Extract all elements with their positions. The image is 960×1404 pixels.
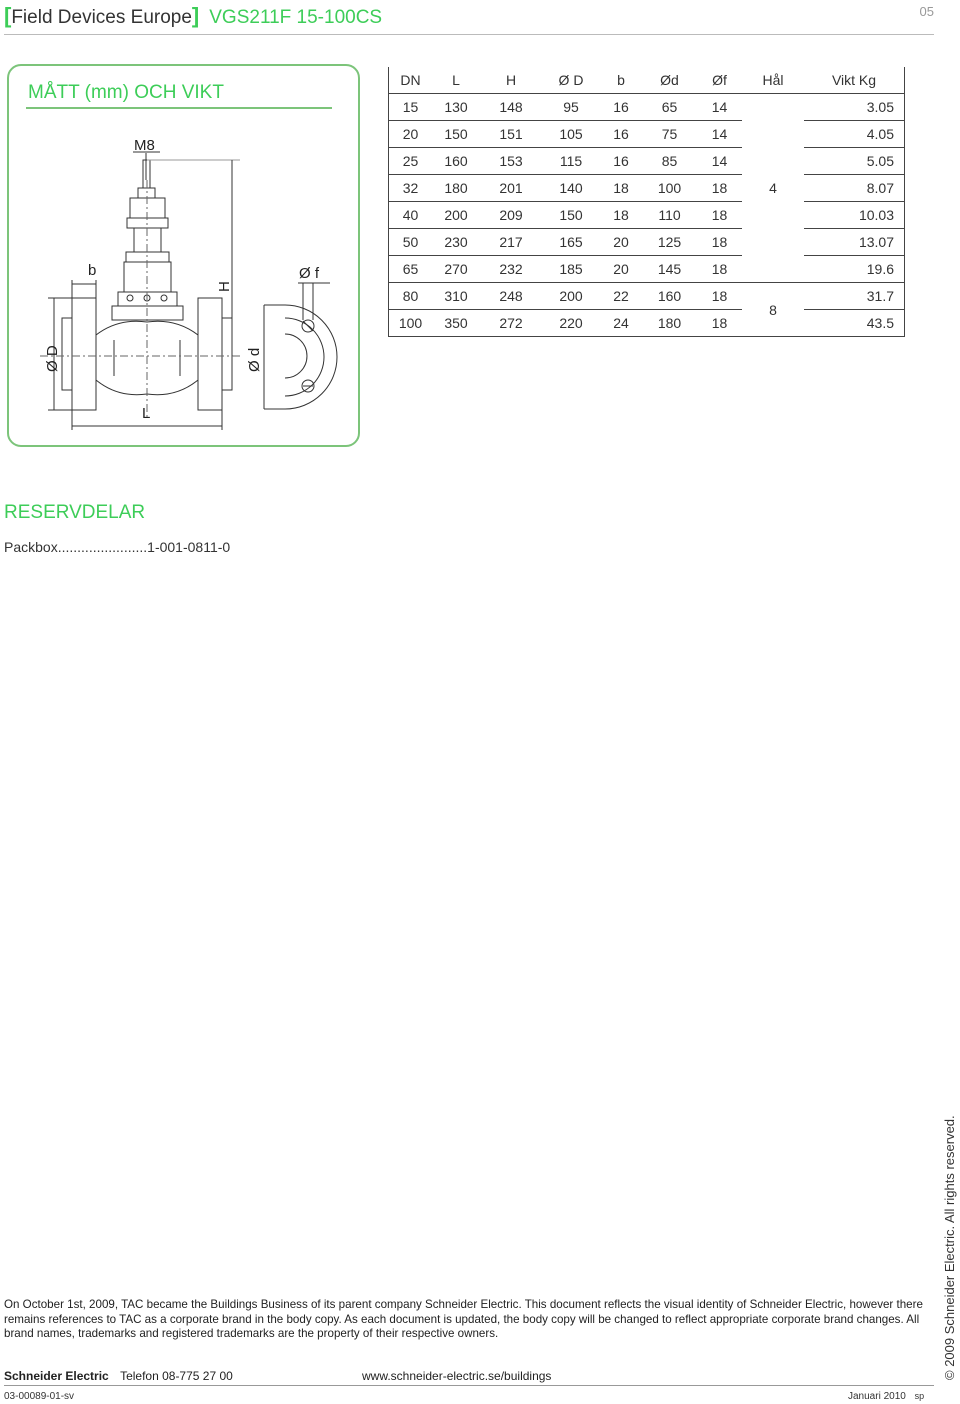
cell-dd: 115 — [542, 148, 600, 175]
cell-vikt: 13.07 — [804, 229, 905, 256]
cell-dd: 165 — [542, 229, 600, 256]
table-header-row — [389, 67, 905, 94]
label-d-small: Ø d — [246, 347, 263, 372]
cell-vikt: 4.05 — [804, 121, 905, 148]
cell-vikt: 43.5 — [804, 310, 905, 337]
cell-f: 18 — [697, 256, 742, 283]
cell-dn: 40 — [389, 202, 433, 229]
cell-f: 18 — [697, 310, 742, 337]
cell-b: 24 — [600, 310, 642, 337]
label-h: H — [216, 281, 233, 292]
col-hal: Hål — [742, 67, 804, 94]
cell-dn: 80 — [389, 283, 433, 310]
cell-dn: 20 — [389, 121, 433, 148]
dimensions-title: MÅTT (mm) OCH VIKT — [28, 82, 224, 103]
label-m8: M8 — [134, 137, 155, 154]
cell-d: 145 — [642, 256, 697, 283]
cell-dd: 200 — [542, 283, 600, 310]
disclaimer-text: On October 1st, 2009, TAC became the Buildings Business of its parent company Schneider Electric. This document reflects the visual identity of Schneider Electric, however there remains references to TAC as a corporate brand in the body copy. As each document is updated, the body copy will be changed to reflect appropriate corporate brand changes. All brand names, trademarks and registered trademarks are the property of their respective owners. — [4, 1298, 923, 1340]
table-row — [389, 229, 905, 256]
cell-h: 151 — [480, 121, 542, 148]
cell-l: 180 — [432, 175, 480, 202]
cell-f: 14 — [697, 121, 742, 148]
cell-b: 22 — [600, 283, 642, 310]
cell-l: 310 — [432, 283, 480, 310]
valve-drawing — [0, 0, 370, 460]
col-f: Øf — [697, 67, 742, 94]
cell-vikt: 5.05 — [804, 148, 905, 175]
cell-hal-group-1: 4 — [742, 94, 804, 283]
cell-f: 18 — [697, 175, 742, 202]
col-dn: DN — [389, 67, 433, 94]
company-name: Schneider Electric — [4, 1369, 109, 1383]
cell-dn: 32 — [389, 175, 433, 202]
cell-f: 18 — [697, 283, 742, 310]
cell-h: 201 — [480, 175, 542, 202]
cell-d: 125 — [642, 229, 697, 256]
document-id: 03-00089-01-sv — [4, 1391, 75, 1402]
table-row — [389, 175, 905, 202]
cell-h: 232 — [480, 256, 542, 283]
cell-d: 110 — [642, 202, 697, 229]
cell-b: 18 — [600, 175, 642, 202]
cell-dd: 95 — [542, 94, 600, 121]
cell-b: 20 — [600, 229, 642, 256]
cell-dd: 185 — [542, 256, 600, 283]
table-row — [389, 148, 905, 175]
document-date — [848, 1391, 924, 1402]
table-row — [389, 310, 905, 337]
col-d: Ød — [642, 67, 697, 94]
cell-h: 248 — [480, 283, 542, 310]
cell-l: 270 — [432, 256, 480, 283]
col-b: b — [600, 67, 642, 94]
cell-l: 350 — [432, 310, 480, 337]
cell-h: 209 — [480, 202, 542, 229]
cell-dd: 140 — [542, 175, 600, 202]
cell-dd: 220 — [542, 310, 600, 337]
col-vikt: Vikt Kg — [804, 67, 905, 94]
spec-table — [388, 67, 905, 337]
footer-rule — [4, 1385, 934, 1386]
cell-d: 180 — [642, 310, 697, 337]
cell-dd: 150 — [542, 202, 600, 229]
cell-d: 75 — [642, 121, 697, 148]
cell-b: 20 — [600, 256, 642, 283]
cell-l: 150 — [432, 121, 480, 148]
cell-l: 230 — [432, 229, 480, 256]
cell-l: 130 — [432, 94, 480, 121]
cell-vikt: 31.7 — [804, 283, 905, 310]
table-row — [389, 283, 905, 310]
website-link[interactable]: www.schneider-electric.se/buildings — [362, 1369, 552, 1383]
label-f: Ø f — [299, 265, 320, 282]
cell-l: 200 — [432, 202, 480, 229]
col-l: L — [432, 67, 480, 94]
cell-b: 16 — [600, 148, 642, 175]
phone-number: Telefon 08-775 27 00 — [120, 1369, 233, 1383]
cell-l: 160 — [432, 148, 480, 175]
footer-contact — [4, 1369, 233, 1383]
table-row — [389, 121, 905, 148]
cell-h: 217 — [480, 229, 542, 256]
cell-dn: 15 — [389, 94, 433, 121]
brand-name: Field Devices Europe — [11, 7, 192, 28]
cell-f: 14 — [697, 94, 742, 121]
page-number: 05 — [919, 4, 934, 19]
packbox-line: Packbox.......................1-001-0811-0 — [4, 539, 231, 555]
table-row — [389, 256, 905, 283]
cell-d: 100 — [642, 175, 697, 202]
cell-f: 14 — [697, 148, 742, 175]
cell-dn: 100 — [389, 310, 433, 337]
cell-b: 16 — [600, 121, 642, 148]
cell-dd: 105 — [542, 121, 600, 148]
cell-dn: 65 — [389, 256, 433, 283]
spare-parts-title: RESERVDELAR — [4, 502, 146, 523]
cell-vikt: 10.03 — [804, 202, 905, 229]
label-l: L — [142, 405, 151, 422]
cell-h: 153 — [480, 148, 542, 175]
col-h: H — [480, 67, 542, 94]
date-suffix: sp — [914, 1391, 925, 1401]
cell-hal-group-2: 8 — [742, 283, 804, 337]
label-b: b — [88, 262, 97, 279]
cell-f: 18 — [697, 229, 742, 256]
date-text: Januari 2010 — [848, 1391, 906, 1402]
cell-dn: 25 — [389, 148, 433, 175]
table-row — [389, 202, 905, 229]
cell-d: 85 — [642, 148, 697, 175]
col-dd: Ø D — [542, 67, 600, 94]
bracket-close: ] — [191, 3, 200, 28]
cell-vikt: 19.6 — [804, 256, 905, 283]
cell-h: 272 — [480, 310, 542, 337]
cell-d: 160 — [642, 283, 697, 310]
cell-b: 18 — [600, 202, 642, 229]
cell-f: 18 — [697, 202, 742, 229]
cell-d: 65 — [642, 94, 697, 121]
model-name: VGS211F 15-100CS — [209, 7, 383, 28]
label-d-big: Ø D — [44, 345, 61, 372]
cell-dn: 50 — [389, 229, 433, 256]
cell-b: 16 — [600, 94, 642, 121]
cell-vikt: 3.05 — [804, 94, 905, 121]
cell-vikt: 8.07 — [804, 175, 905, 202]
table-row — [389, 94, 905, 121]
bracket-open: [ — [4, 3, 12, 28]
copyright-notice: © 2009 Schneider Electric. All rights reserved. — [942, 1115, 957, 1380]
cell-h: 148 — [480, 94, 542, 121]
